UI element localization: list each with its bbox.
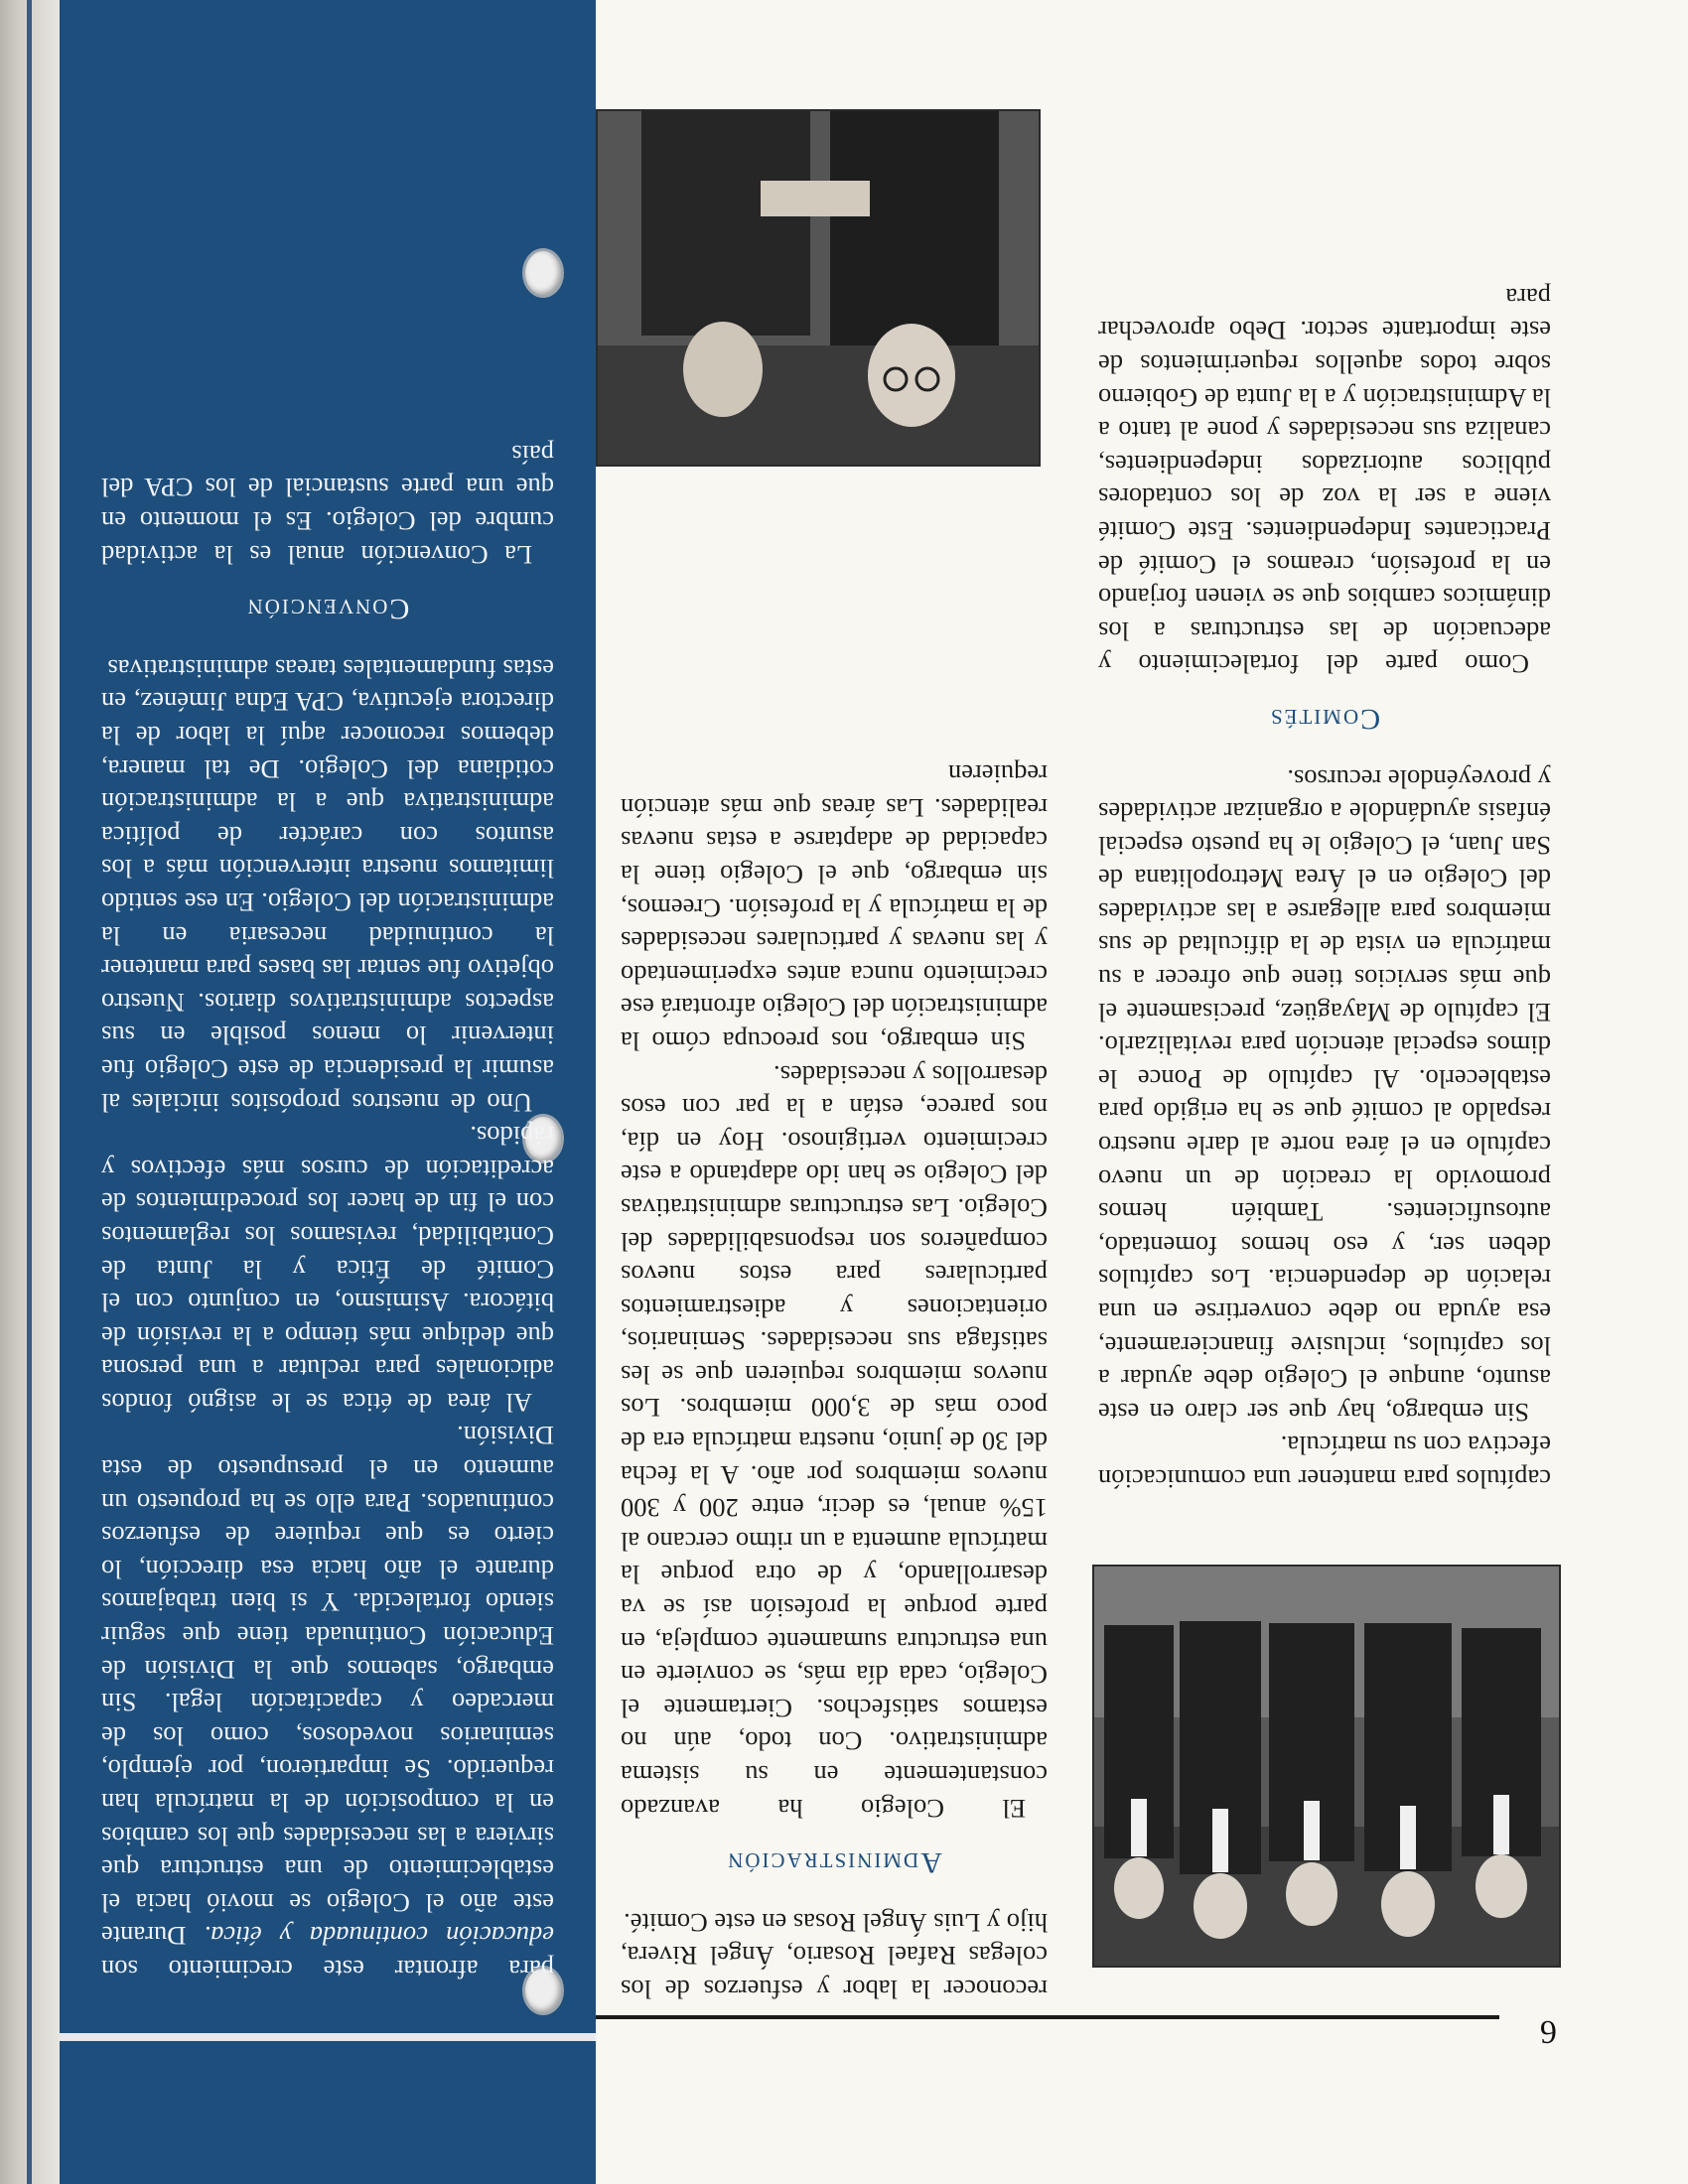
- page-edge-line: [27, 0, 32, 2184]
- column-middle: [621, 757, 1048, 2005]
- group-photo-image: [1094, 1567, 1559, 1966]
- education-paragraph: [101, 1419, 554, 1985]
- comites-paragraph: Como parte del fortalecimiento y adecuación de las estructuras a los dinámicos cambios que se vienen forjando en la profesión, creamos el Comité de Practicantes Independientes. Este Comité viene a ser la voz de los contadores públicos autorizados independientes, canaliza sus necesidades y pone al tanto a la Administración y a la Junta de Gobierno sobre todos aquellos requerimientos de este importante sector. Debo aprovechar para: [1098, 282, 1551, 680]
- middle-lead-paragraph: reconocer la labor y esfuerzos de los colegas Rafael Rosario, Ángel Rivera, hijo y Luis Ángel Rosas en este Comité.: [621, 1907, 1048, 2004]
- column-administracion: [1098, 280, 1551, 1495]
- handshake-photo: [596, 109, 1041, 467]
- education-paragraph-start: para afrontar este crecimiento son: [101, 1955, 554, 1984]
- education-paragraph-rest: Durante este año el Colegio se movió hacia el establecimiento de una estructura que sirviera a las necesidades que los cambios en la composición de la matrícula han requerido. Se impartieron, por ejemplo, seminarios novedosos, como los de mercadeo y capacitación legal. Sin embargo, sabemos que la División de Educación Continuada tiene que seguir siendo fortalecida. Y si bien trabajamos durante el año hacia esa dirección, lo cierto es que requiere de esfuerzos continuados. Para ello se ha propuesto un aumento en el presupuesto de esta División.: [101, 1421, 554, 1952]
- convencion-paragraph: La Convención anual es la actividad cumbre del Colegio. Es el momento en que una parte sustancial de los CPA del país: [101, 439, 554, 570]
- administracion-paragraph-2: Sin embargo, nos preocupa cómo la administración del Colegio afrontará ese crecimiento nunca antes experimentado y las nuevas y particulares necesidades de la matrícula y la profesión. Creemos, sin embargo, que el Colegio tiene la capacidad de adaptarse a estas nuevas realidades. Las áreas que más atención requieren: [621, 759, 1048, 1056]
- handshake-photo-image: [598, 111, 1039, 465]
- presidency-paragraph: Uno de nuestros propósitos iniciales al asumir la presidencia de este Colegio fue intervenir lo menos posible en sus aspectos administrativos diarios. Nuestro objetivo fue sentar las bases para mantener la continuidad necesaria en la administración del Colegio. En ese sentido limitamos nuestra intervención más a los asuntos con carácter de política administrativa que a la administración cotidiana del Colegio. De tal manera, debemos reconocer aquí la labor de la directora ejecutiva, CPA Edna Jiménez, en estas fundamentales tareas administrativas: [101, 653, 554, 1118]
- chapters-paragraph: Sin embargo, hay que ser claro en este asunto, aunque el Colegio debe ayudar a los capítulos, inclusive financieramente, esa ayuda no debe convertirse en una relación de dependencia. Los capítulos deben ser, y eso hemos fomentado, autosuficientes. También hemos promovido la creación de un nuevo capítulo en el área norte al darle nuestro respaldo al comité que se ha erigido para establecerlo. Al capítulo de Ponce le dimos especial atención para revitalizarlo. El capítulo de Mayagüez, precisamente el que más servicios tiene que ofrecer a su matrícula en vista de la dificultad de sus miembros para allegarse a las actividades del Colegio en el Área Metropolitana de San Juan, el Colegio le ha puesto especial énfasis ayudándole a organizar actividades y proveyéndole recursos.: [1098, 763, 1551, 1428]
- administracion-paragraph-1: El Colegio ha avanzado constantemente en su sistema administrativo. Con todo, aún no estamos satisfechos. Ciertamente el Colegio, cada día más, se convierte en una estructura sumamente compleja, en parte porque la profesión así se va desarrollando, y de otra porque la matrícula aumenta a un ritmo cercano al 15% anual, es decir, entre 200 y 300 nuevos miembros por año. A la fecha del 30 de junio, nuestra matrícula era de poco más de 3,000 miembros. Los nuevos miembros requieren que se les satisfaga sus necesidades. Seminarios, orientaciones y adiestramientos particulares para estos nuevos compañeros son responsabilidades del Colegio. Las estructuras administrativas del Colegio se han ido adaptando a este crecimiento vertiginoso. Hoy en día, nos parece, están a la par con esos desarrollos y necesidades.: [621, 1059, 1048, 1824]
- education-emphasis: educación continuada y ética.: [204, 1921, 554, 1952]
- ethics-paragraph: Al área de ética se le asignó fondos adicionales para reclutar a una persona que dedique más tiempo a la revisión de bitácora. Asimismo, en conjunto con el Comité de Ética y la Junta de Contabilidad, revisamos los reglamentos con el fin de hacer los procedimientos de acreditación de cursos más efectivos y rápidos.: [101, 1121, 554, 1418]
- section-heading-administracion: Administración: [726, 1846, 942, 1880]
- section-heading-comites: Comités: [1268, 702, 1381, 736]
- section-heading-convencion: Convención: [245, 593, 410, 626]
- binder-hole-icon: [522, 248, 564, 298]
- page-number: 6: [1540, 2013, 1557, 2050]
- column-blue-panel: [101, 437, 554, 1985]
- group-photo: [1092, 1565, 1561, 1968]
- footer-rule: [596, 2015, 1499, 2019]
- blue-panel-divider: [60, 2033, 596, 2041]
- lead-paragraph: capítulos para mantener una comunicación efectiva con su matrícula.: [1098, 1431, 1551, 1494]
